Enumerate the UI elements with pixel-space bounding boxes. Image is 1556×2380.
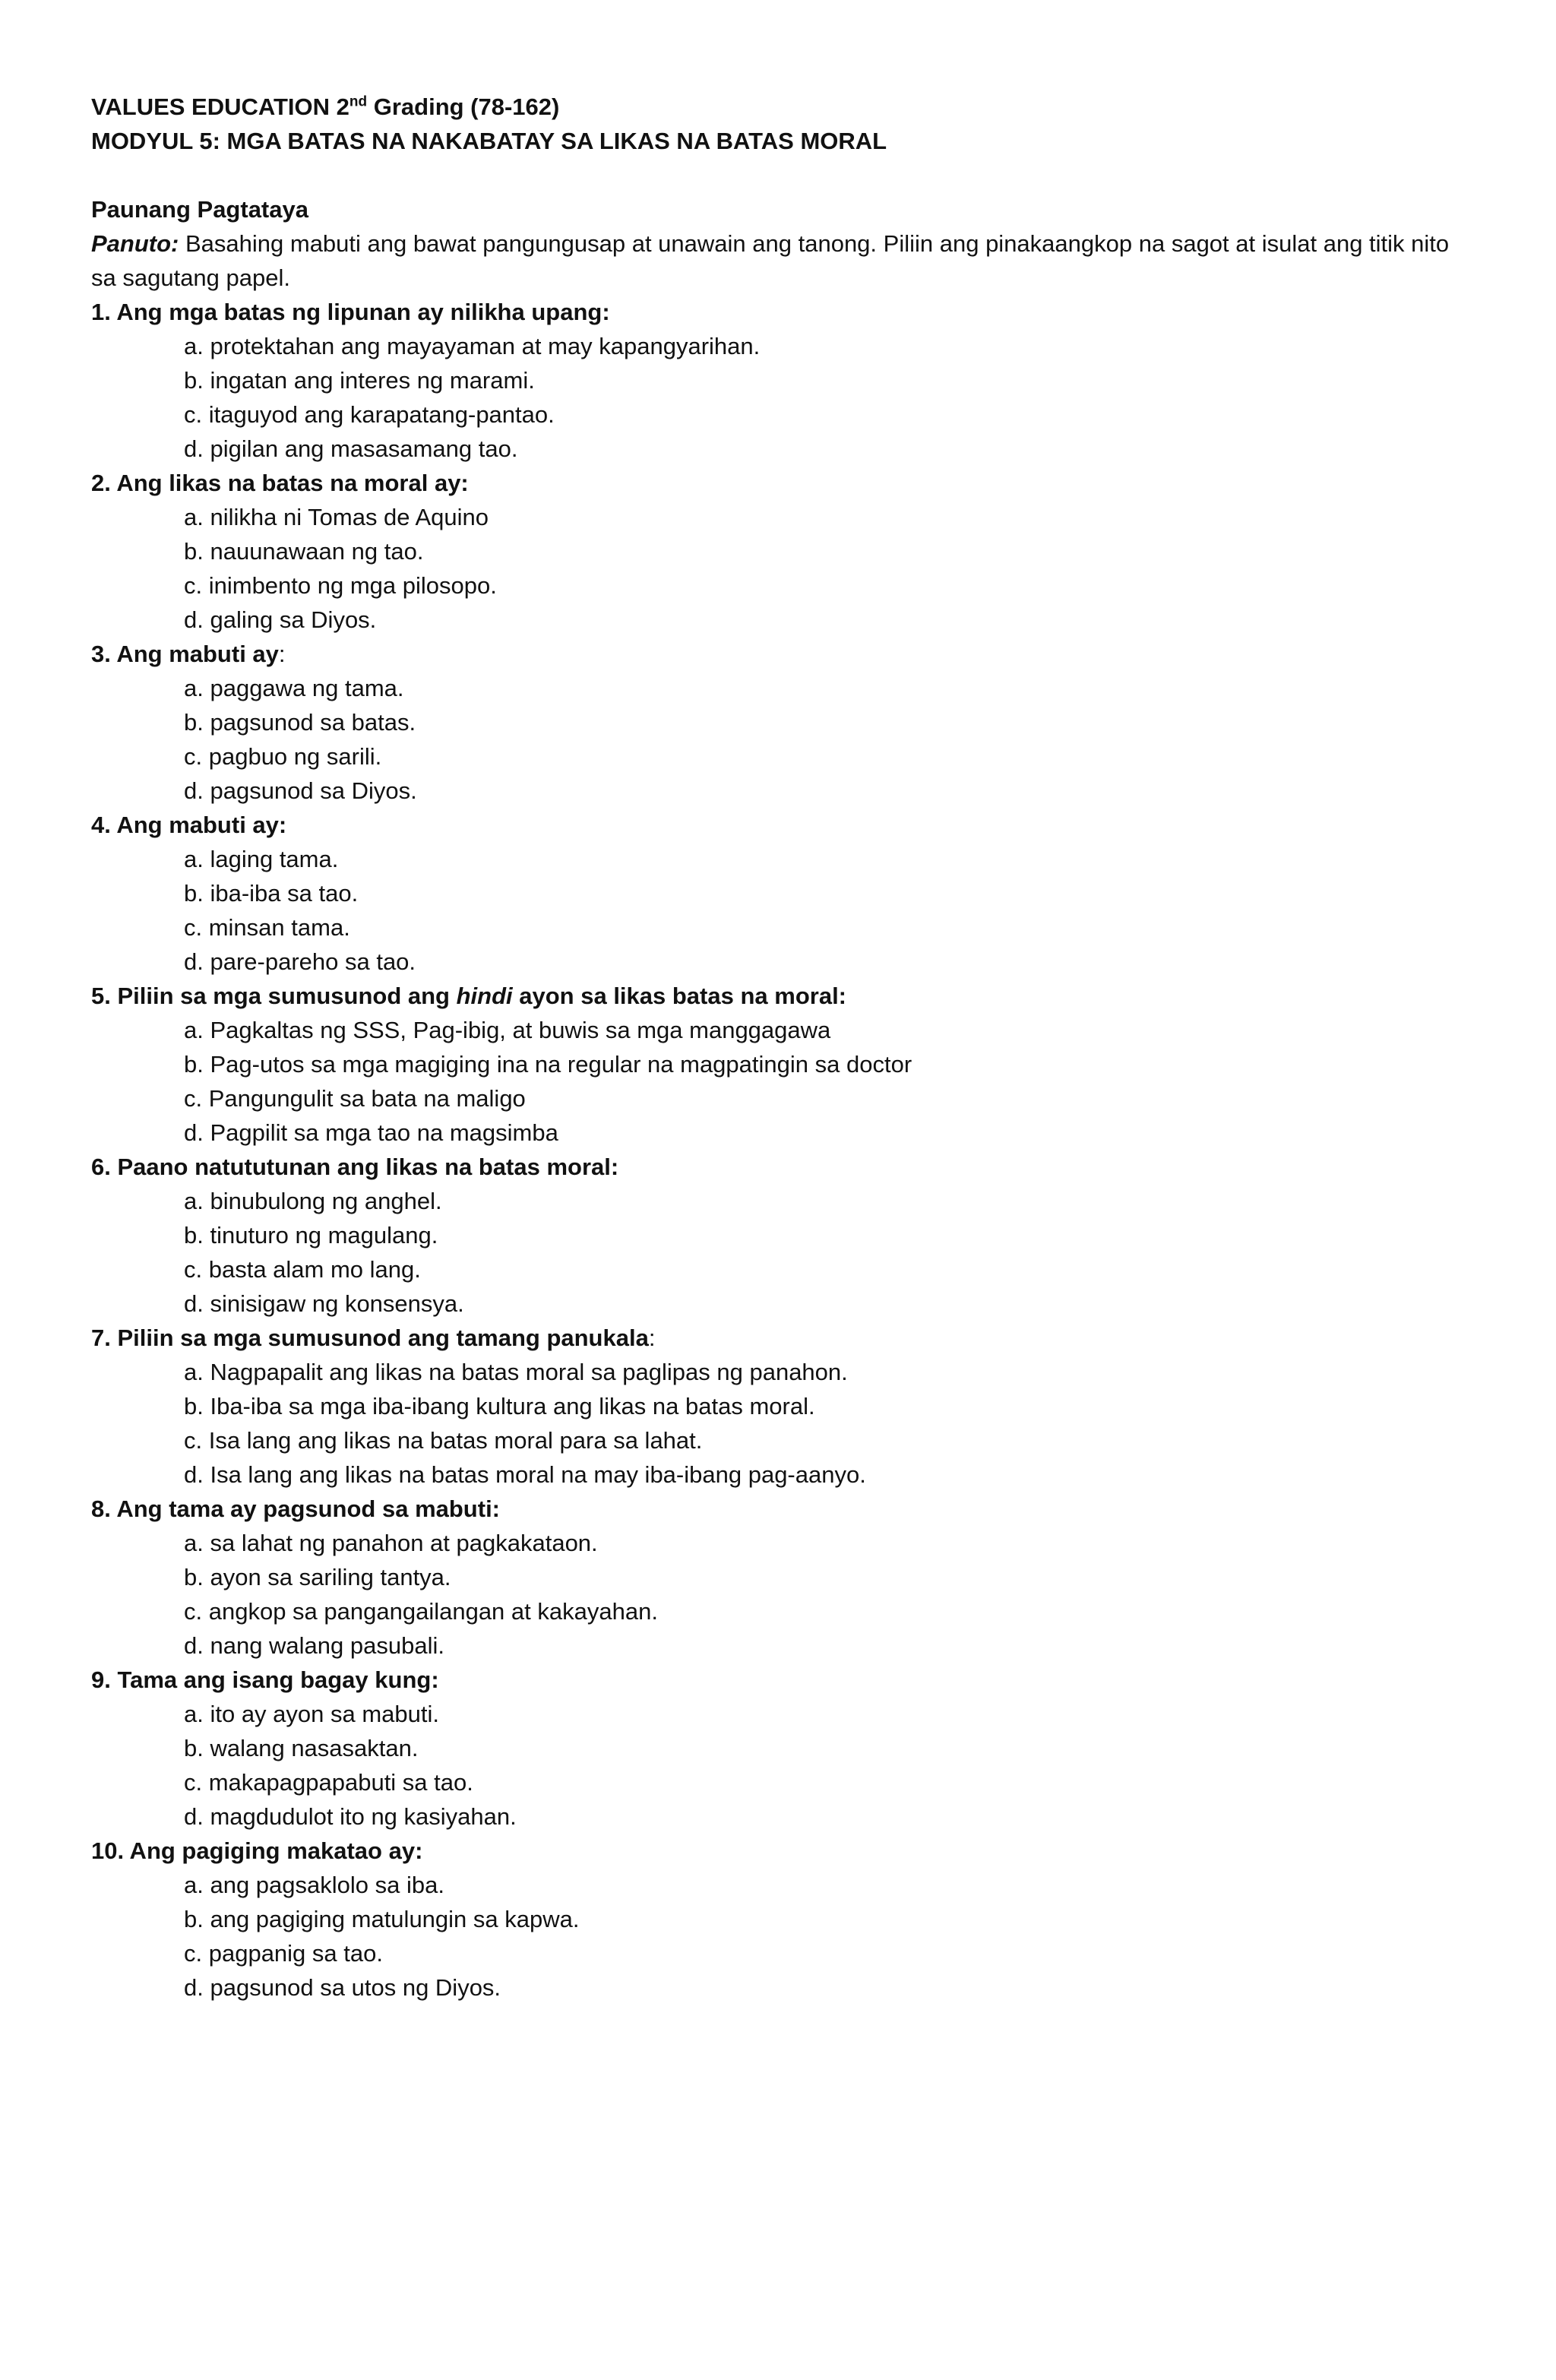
- question-2: [91, 466, 1474, 637]
- choice-c: c. Isa lang ang likas na batas moral para sa lahat.: [184, 1427, 703, 1454]
- question-text: [91, 1321, 1474, 1355]
- question-text-colon: :: [278, 641, 286, 667]
- choice-a: a. paggawa ng tama.: [184, 675, 404, 701]
- question-text-emphasis: hindi: [456, 983, 513, 1009]
- choice-d: d. pagsunod sa Diyos.: [184, 777, 417, 804]
- choice-a: a. Nagpapalit ang likas na batas moral sa paglipas ng panahon.: [184, 1359, 848, 1385]
- choice-d: d. sinisigaw ng konsensya.: [184, 1290, 464, 1317]
- choice-b: b. tinuturo ng magulang.: [184, 1222, 438, 1249]
- choice-b: b. walang nasasaktan.: [184, 1735, 419, 1761]
- title-superscript: nd: [349, 93, 368, 110]
- choice-c: c. pagpanig sa tao.: [184, 1940, 383, 1967]
- choice-c: c. itaguyod ang karapatang-pantao.: [184, 401, 555, 428]
- choice-b: b. ingatan ang interes ng marami.: [184, 367, 535, 394]
- choice-d: d. pigilan ang masasamang tao.: [184, 435, 518, 462]
- question-text-colon: :: [648, 1325, 656, 1351]
- question-text: 1. Ang mga batas ng lipunan ay nilikha upang:: [91, 299, 610, 325]
- choice-a: a. protektahan ang mayayaman at may kapangyarihan.: [184, 333, 761, 359]
- question-8: [91, 1492, 1474, 1663]
- section-title: Paunang Pagtataya: [91, 196, 308, 223]
- question-text: 2. Ang likas na batas na moral ay:: [91, 470, 469, 496]
- choice-b: b. Pag-utos sa mga magiging ina na regular na magpatingin sa doctor: [184, 1051, 912, 1078]
- choice-a: a. Pagkaltas ng SSS, Pag-ibig, at buwis sa mga manggagawa: [184, 1017, 831, 1043]
- question-3: [91, 637, 1474, 808]
- question-5: [91, 979, 1474, 1150]
- choice-c: c. basta alam mo lang.: [184, 1256, 421, 1283]
- choice-c: c. Pangungulit sa bata na maligo: [184, 1085, 526, 1112]
- choice-a: a. ang pagsaklolo sa iba.: [184, 1872, 444, 1898]
- choice-c: c. pagbuo ng sarili.: [184, 743, 382, 770]
- question-4: [91, 808, 1474, 979]
- title-prefix: VALUES EDUCATION 2: [91, 93, 349, 120]
- document-header: [91, 90, 1474, 158]
- choice-d: d. galing sa Diyos.: [184, 606, 377, 633]
- choice-d: d. Isa lang ang likas na batas moral na may iba-ibang pag-aanyo.: [184, 1461, 866, 1488]
- question-text: 8. Ang tama ay pagsunod sa mabuti:: [91, 1495, 501, 1522]
- question-text-bold: 3. Ang mabuti ay: [91, 641, 279, 667]
- choice-c: c. makapagpapabuti sa tao.: [184, 1769, 473, 1796]
- question-text: 6. Paano natututunan ang likas na batas moral:: [91, 1154, 619, 1180]
- choice-a: a. ito ay ayon sa mabuti.: [184, 1701, 440, 1727]
- question-text: [91, 979, 1474, 1013]
- question-9: [91, 1663, 1474, 1834]
- choice-c: c. minsan tama.: [184, 914, 350, 941]
- choice-c: c. inimbento ng mga pilosopo.: [184, 572, 497, 599]
- question-text-start: 5. Piliin sa mga sumusunod ang: [91, 983, 457, 1009]
- choice-d: d. Pagpilit sa mga tao na magsimba: [184, 1119, 558, 1146]
- choice-d: d. nang walang pasubali.: [184, 1632, 444, 1659]
- document-content: [91, 90, 1474, 2005]
- choice-a: a. laging tama.: [184, 846, 339, 872]
- instruction-text: Basahing mabuti ang bawat pangungusap at unawain ang tanong. Piliin ang pinakaangkop na sagot at isulat ang titik nito sa sagutang papel.: [91, 230, 1450, 291]
- choice-d: d. magdudulot ito ng kasiyahan.: [184, 1803, 517, 1830]
- choice-d: d. pare-pareho sa tao.: [184, 948, 416, 975]
- choice-b: b. nauunawaan ng tao.: [184, 538, 424, 565]
- choice-a: a. nilikha ni Tomas de Aquino: [184, 504, 489, 530]
- question-text-end: ayon sa likas batas na moral:: [512, 983, 846, 1009]
- question-list: [91, 295, 1474, 2005]
- instructions: [91, 226, 1474, 295]
- choice-b: b. ayon sa sariling tantya.: [184, 1564, 451, 1590]
- question-text: [91, 637, 1474, 671]
- question-10: [91, 1834, 1474, 2005]
- choice-b: b. iba-iba sa tao.: [184, 880, 359, 907]
- title-suffix: Grading (78-162): [367, 93, 560, 120]
- instruction-label: Panuto:: [91, 230, 179, 257]
- choice-b: b. Iba-iba sa mga iba-ibang kultura ang likas na batas moral.: [184, 1393, 815, 1419]
- module-title: MODYUL 5: MGA BATAS NA NAKABATAY SA LIKAS NA BATAS MORAL: [91, 128, 887, 154]
- choice-c: c. angkop sa pangangailangan at kakayahan.: [184, 1598, 658, 1625]
- question-text: 9. Tama ang isang bagay kung:: [91, 1666, 439, 1693]
- question-text: 4. Ang mabuti ay:: [91, 812, 287, 838]
- choice-d: d. pagsunod sa utos ng Diyos.: [184, 1974, 501, 2001]
- choice-a: a. sa lahat ng panahon at pagkakataon.: [184, 1530, 598, 1556]
- document-title: [91, 90, 1474, 124]
- question-6: [91, 1150, 1474, 1321]
- question-text: 10. Ang pagiging makatao ay:: [91, 1837, 423, 1864]
- choice-b: b. pagsunod sa batas.: [184, 709, 416, 736]
- question-7: [91, 1321, 1474, 1492]
- choice-b: b. ang pagiging matulungin sa kapwa.: [184, 1906, 580, 1932]
- question-text-bold: 7. Piliin sa mga sumusunod ang tamang panukala: [91, 1325, 649, 1351]
- question-1: [91, 295, 1474, 466]
- choice-a: a. binubulong ng anghel.: [184, 1188, 442, 1214]
